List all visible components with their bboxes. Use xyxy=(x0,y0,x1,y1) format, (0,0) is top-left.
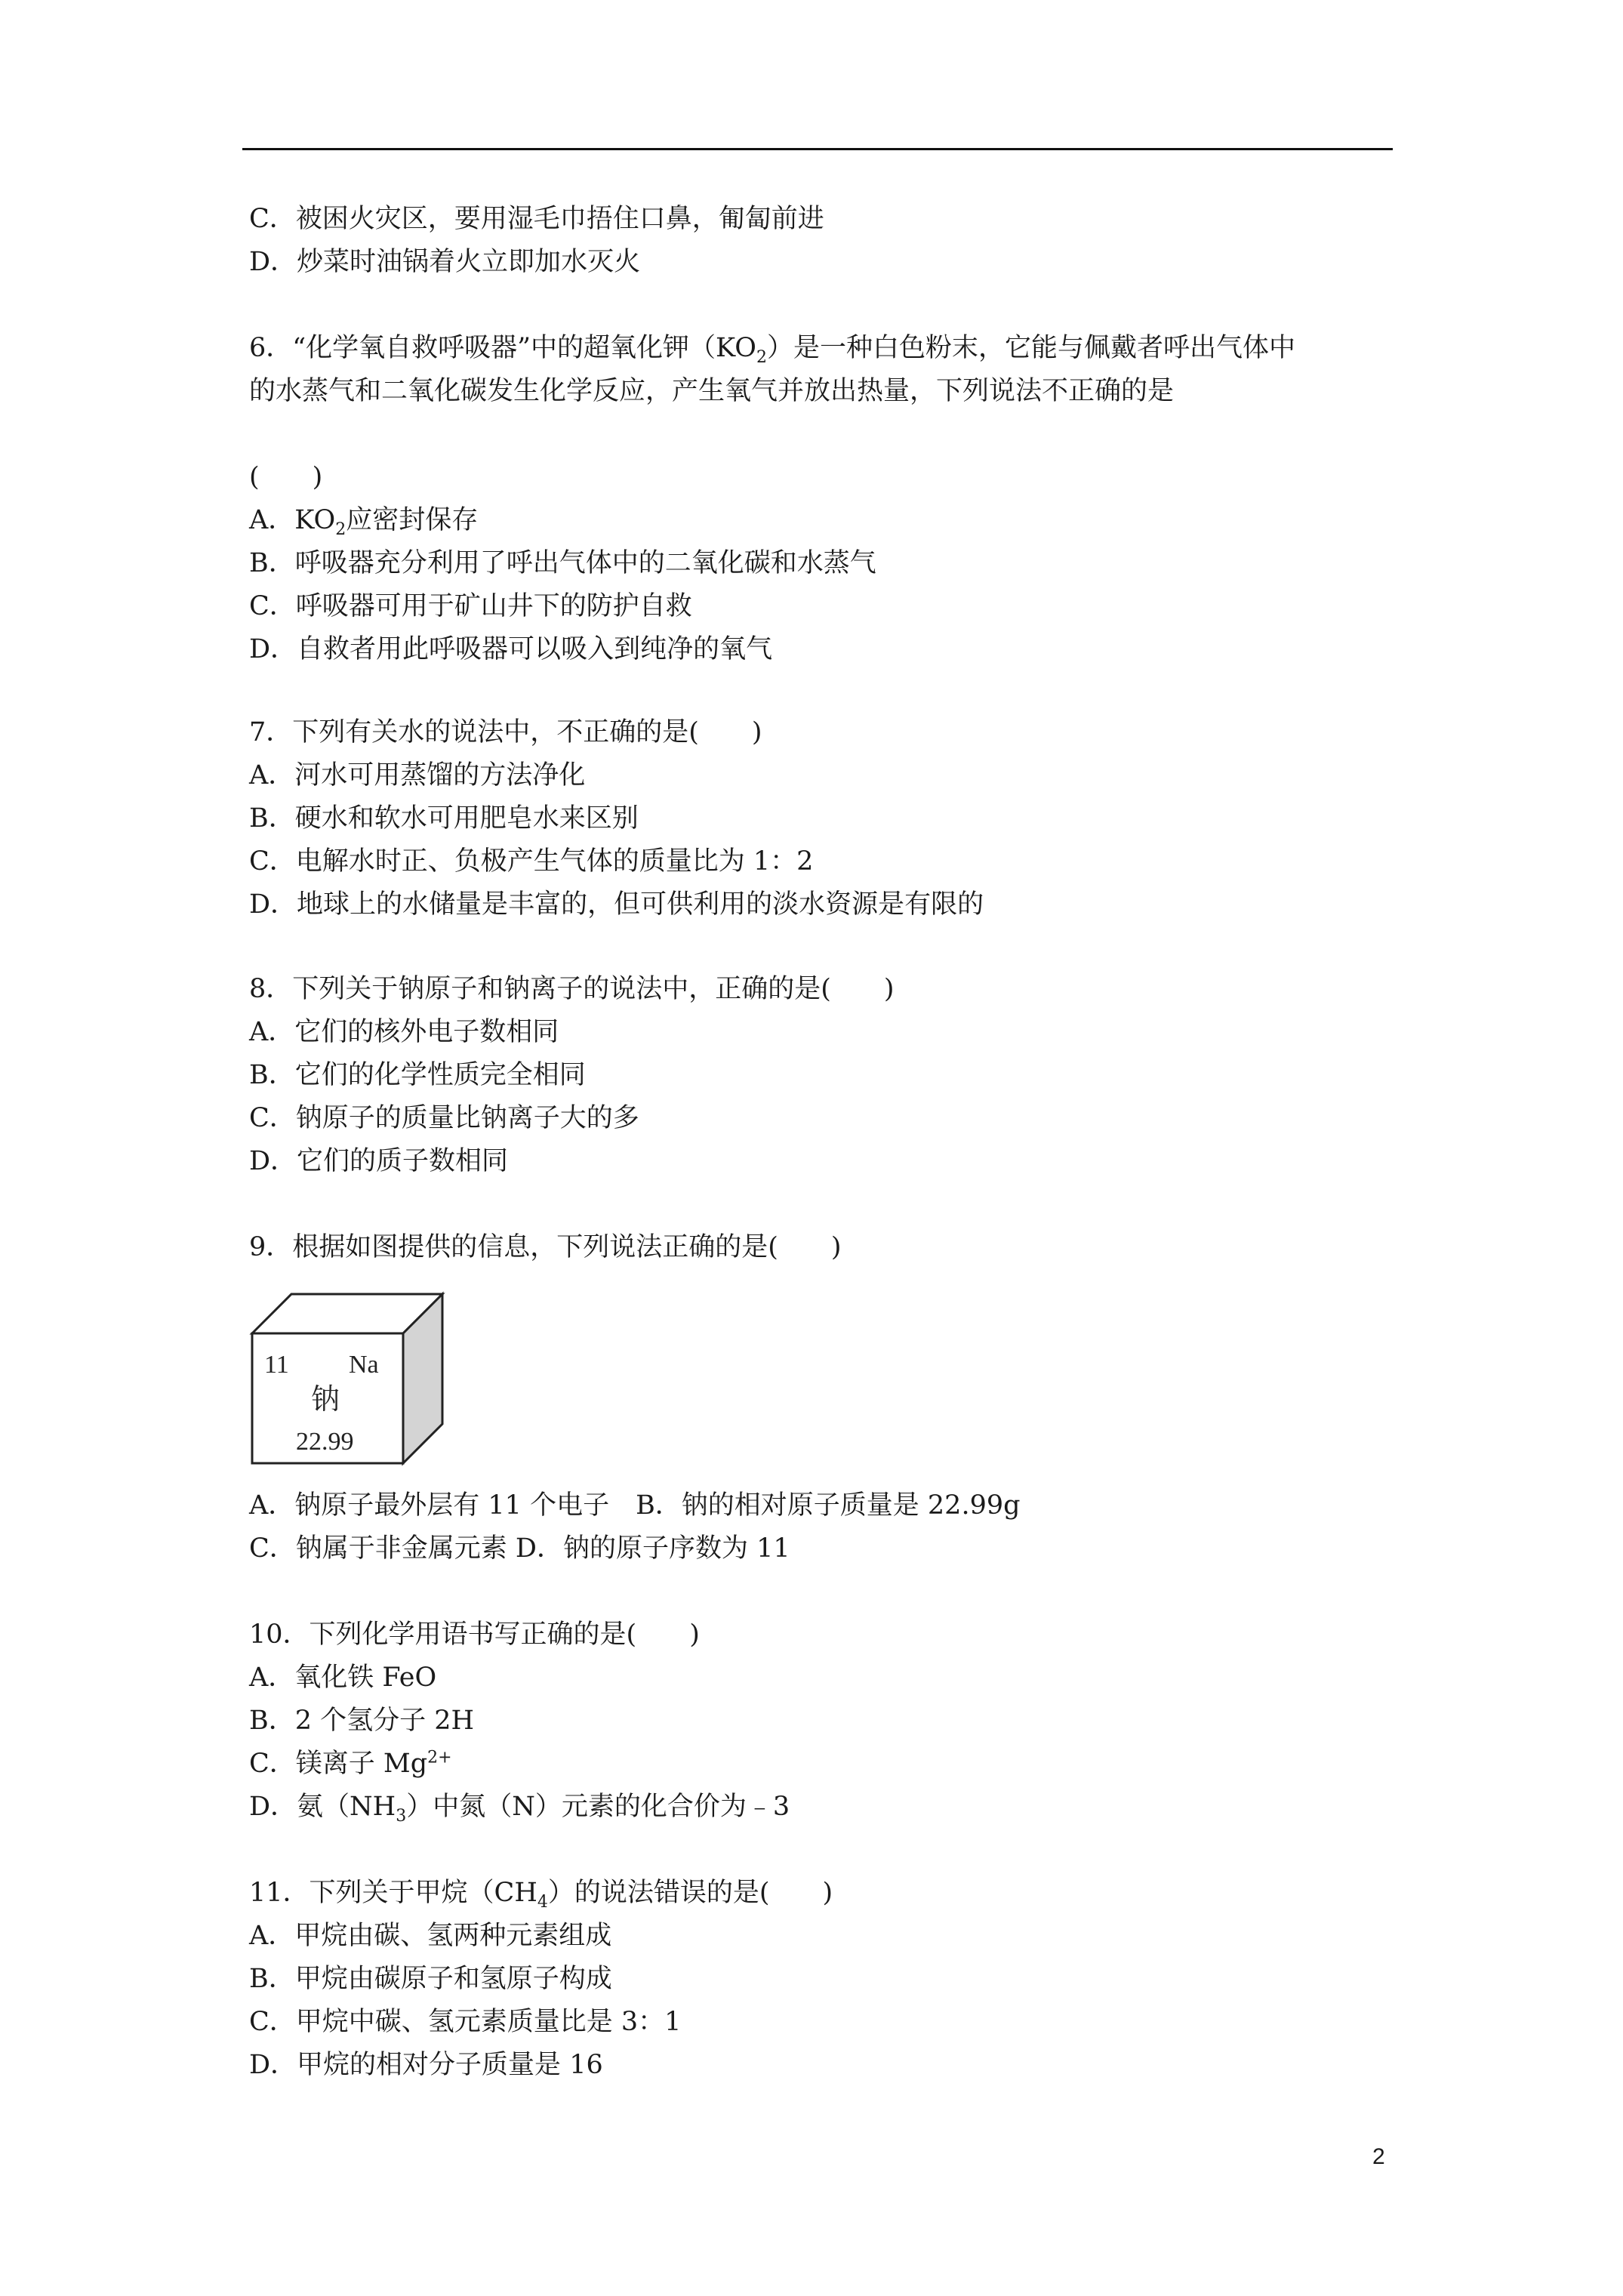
q11-option-d: D．甲烷的相对分子质量是 16 xyxy=(249,2050,603,2080)
q7-option-c: C．电解水时正、负极产生气体的质量比为 1：2 xyxy=(249,846,814,877)
q5-option-c: C．被困火灾区，要用湿毛巾捂住口鼻，匍匐前进 xyxy=(249,204,824,234)
atomic-number: 11 xyxy=(264,1351,289,1379)
page-number: 2 xyxy=(1372,2144,1385,2169)
q8-option-b: B．它们的化学性质完全相同 xyxy=(249,1060,586,1090)
q10-option-b: B．2 个氢分子 2H xyxy=(249,1706,475,1736)
q9-options-cd: C．钠属于非金属元素 D．钠的原子序数为 11 xyxy=(249,1533,790,1564)
q6-option-a: A．$KO_2$应密封保存 xyxy=(249,505,479,539)
q6-stem-line1: 6．“化学氧自救呼吸器”中的超氧化钾$(KO_2)$是一种白色粉末，它能与佩戴者呼出气体中 xyxy=(249,333,1295,367)
q8-option-a: A．它们的核外电子数相同 xyxy=(249,1017,559,1047)
q8-option-d: D．它们的质子数相同 xyxy=(249,1146,509,1176)
q10-option-d: D．氨$(NH_3)$中氮（N）元素的化合价为﹣3 xyxy=(249,1792,790,1826)
q6-option-d: D．自救者用此呼吸器可以吸入到纯净的氧气 xyxy=(249,634,773,664)
header-rule xyxy=(242,148,1393,150)
element-name: 钠 xyxy=(311,1384,340,1416)
q8-stem: 8．下列关于钠原子和钠离子的说法中，正确的是( ) xyxy=(249,974,895,1004)
q7-option-d: D．地球上的水储量是丰富的，但可供利用的淡水资源是有限的 xyxy=(249,889,984,920)
q6-stem-line2: 的水蒸气和二氧化碳发生化学反应，产生氧气并放出热量，下列说法不正确的是 xyxy=(249,376,1175,406)
q10-option-a: A．氧化铁 FeO xyxy=(249,1663,437,1693)
q9-options-ab: A．钠原子最外层有 11 个电子 B．钠的相对原子质量是 22.99g xyxy=(249,1490,1021,1521)
q6-option-c: C．呼吸器可用于矿山井下的防护自救 xyxy=(249,591,692,621)
q7-option-b: B．硬水和软水可用肥皂水来区别 xyxy=(249,803,639,834)
q10-option-c: C．镁离子 $Mg^{2+}$ xyxy=(249,1748,452,1779)
q11-option-a: A．甲烷由碳、氢两种元素组成 xyxy=(249,1921,612,1951)
q6-option-b: B．呼吸器充分利用了呼出气体中的二氧化碳和水蒸气 xyxy=(249,548,876,578)
q11-stem: 11．下列关于甲烷$(CH_4)$的说法错误的是( ) xyxy=(249,1878,833,1912)
q11-option-c: C．甲烷中碳、氢元素质量比是 3：1 xyxy=(249,2007,682,2037)
sodium-element-card xyxy=(249,1288,453,1469)
q8-option-c: C．钠原子的质量比钠离子大的多 xyxy=(249,1103,639,1133)
q9-stem: 9．根据如图提供的信息，下列说法正确的是( ) xyxy=(249,1232,842,1262)
q6-answer-paren: ( ) xyxy=(249,462,323,492)
q10-stem: 10．下列化学用语书写正确的是( ) xyxy=(249,1620,700,1650)
q11-option-b: B．甲烷由碳原子和氢原子构成 xyxy=(249,1964,612,1994)
atomic-mass: 22.99 xyxy=(296,1428,354,1456)
q7-stem: 7．下列有关水的说法中，不正确的是( ) xyxy=(249,717,762,747)
element-symbol: Na xyxy=(349,1351,379,1379)
q5-option-d: D．炒菜时油锅着火立即加水灭火 xyxy=(249,247,641,277)
q7-option-a: A．河水可用蒸馏的方法净化 xyxy=(249,760,586,791)
